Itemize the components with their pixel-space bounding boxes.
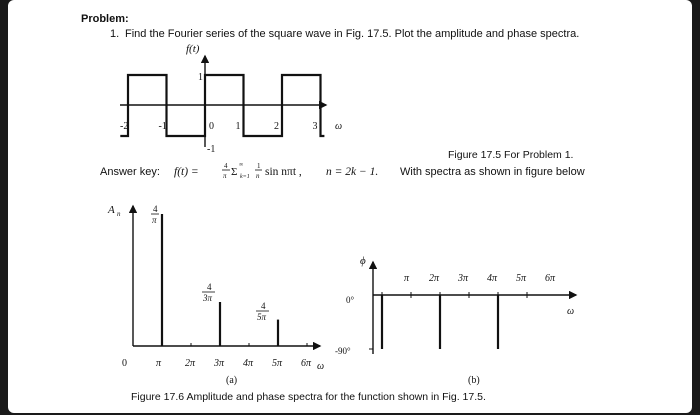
problem-number: 1. bbox=[110, 28, 120, 40]
answer-term-den: n bbox=[256, 172, 260, 180]
sq-tick-label: 3 bbox=[312, 121, 318, 132]
phase-tick-label: 2π bbox=[429, 273, 440, 284]
sq-tick-label: 2 bbox=[274, 121, 279, 132]
amp-tick-label: 0 bbox=[122, 358, 127, 369]
amp-tick-label: 4π bbox=[243, 358, 254, 369]
phase-tick-labels bbox=[404, 273, 556, 284]
amp-label-2-num: 4 bbox=[207, 282, 212, 292]
amp-tick-labels bbox=[122, 358, 312, 369]
problem-figure bbox=[8, 0, 692, 413]
phase-tick-label: 5π bbox=[516, 273, 527, 284]
sq-y-label: f(t) bbox=[186, 43, 200, 55]
fig176-caption: Figure 17.6 Amplitude and phase spectra for the function shown in Fig. 17.5. bbox=[131, 391, 486, 403]
phase-neg-label: -90° bbox=[335, 346, 351, 356]
amp-label-1-den: π bbox=[152, 215, 157, 225]
sq-tick-label: -1 bbox=[158, 121, 167, 132]
page bbox=[8, 0, 692, 413]
answer-sum-num: 4 bbox=[224, 162, 228, 170]
answer-rest: With spectra as shown in figure below bbox=[400, 166, 585, 178]
answer-sigma: Σ bbox=[231, 166, 238, 178]
amp-label-3-num: 4 bbox=[261, 301, 266, 311]
phase-x-label: ω bbox=[567, 306, 575, 317]
answer-n-def: n = 2k − 1. bbox=[326, 166, 379, 178]
answer-sum-den: π bbox=[223, 172, 227, 180]
amp-subcaption: (a) bbox=[226, 375, 238, 386]
amp-label-2-den: 3π bbox=[203, 293, 213, 303]
phase-zero-label: 0° bbox=[346, 295, 355, 305]
amp-tick-label: 6π bbox=[301, 358, 312, 369]
amplitude-spectrum bbox=[107, 204, 324, 386]
phase-tick-label: 3π bbox=[458, 273, 469, 284]
answer-term: sin nπt , bbox=[265, 166, 302, 178]
phase-y-label: ϕ bbox=[360, 255, 366, 267]
sq-tick-labels bbox=[120, 121, 318, 132]
amp-tick-label: 3π bbox=[214, 358, 225, 369]
square-wave-plot bbox=[120, 43, 573, 161]
answer-sigma-sub: k=1 bbox=[240, 174, 250, 180]
answer-sigma-sup: ∞ bbox=[239, 162, 244, 168]
answer-label: Answer key: bbox=[100, 166, 160, 178]
phase-spectrum bbox=[335, 255, 576, 386]
fig175-caption: Figure 17.5 For Problem 1. bbox=[448, 149, 574, 161]
answer-term-num: 1 bbox=[257, 162, 261, 170]
amp-label-1-num: 4 bbox=[153, 204, 158, 214]
sq-level-high: 1 bbox=[198, 72, 203, 83]
answer-fx: f(t) = bbox=[174, 166, 199, 178]
phase-bars bbox=[382, 295, 498, 349]
sq-tick-label: -2 bbox=[120, 121, 129, 132]
amp-x-label: ω bbox=[317, 361, 325, 372]
sq-x-label: ω bbox=[335, 121, 343, 132]
phase-subcaption: (b) bbox=[468, 375, 480, 386]
sq-tick-label: 1 bbox=[235, 121, 241, 132]
amp-label-3-den: 5π bbox=[257, 312, 267, 322]
amp-tick-label: 5π bbox=[272, 358, 283, 369]
sq-tick-label: 0 bbox=[209, 121, 214, 132]
phase-tick-label: 4π bbox=[487, 273, 498, 284]
problem-heading: Problem: bbox=[81, 13, 129, 25]
amp-y-label-sub: n bbox=[117, 210, 121, 218]
sq-level-low: -1 bbox=[207, 144, 216, 155]
amp-bars bbox=[162, 214, 278, 346]
amp-tick-label: 2π bbox=[185, 358, 196, 369]
phase-tick-label: π bbox=[404, 273, 410, 284]
amp-y-label: A bbox=[108, 204, 115, 216]
phase-tick-label: 6π bbox=[545, 273, 556, 284]
problem-statement: Find the Fourier series of the square wave in Fig. 17.5. Plot the amplitude and phase spectra. bbox=[125, 28, 580, 40]
answer-key bbox=[100, 162, 585, 180]
amp-tick-label: π bbox=[156, 358, 162, 369]
